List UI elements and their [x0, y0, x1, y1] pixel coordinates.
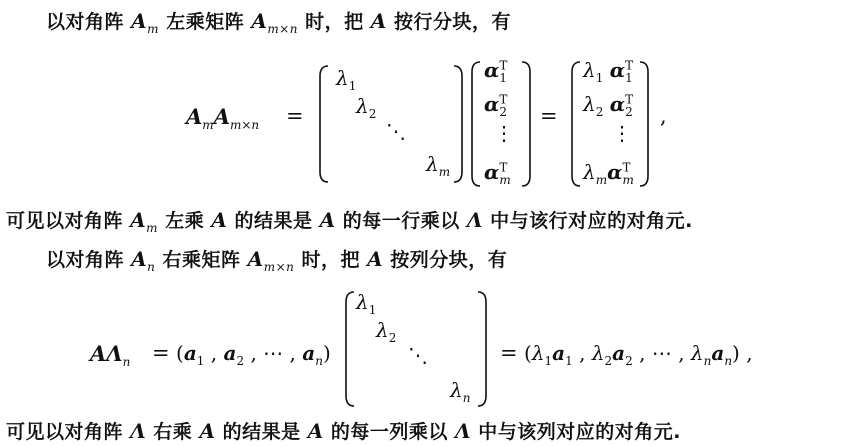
equals-sign: =	[540, 104, 558, 128]
text: 可见以对角阵	[6, 210, 124, 232]
diag-dots: ⋱	[386, 119, 406, 143]
text: 以对角阵	[46, 249, 125, 271]
text: 的结果是	[222, 421, 301, 443]
matrix-symbol: $A_m$	[130, 208, 159, 235]
matrix-symbol: Λ	[455, 419, 472, 443]
matrix-symbol: $A_m$	[131, 9, 160, 36]
text: 左乘矩阵	[166, 11, 245, 33]
matrix-symbol: $A_{m\times n}$	[251, 9, 299, 36]
diag-entry: $\lambda_m$	[426, 152, 451, 179]
result-entry: $\lambda_m\alpha^T_m$	[583, 160, 634, 187]
row-vector: $\alpha^T_1$	[484, 58, 508, 85]
paragraph-1	[46, 7, 511, 36]
diag-dots: ⋱	[408, 343, 428, 367]
equals-sign: =	[286, 104, 304, 128]
text: 右乘	[153, 421, 193, 443]
diag-entry: $\lambda_n$	[450, 378, 471, 405]
matrix-symbol: Λ	[466, 208, 483, 232]
matrix-symbol: A	[307, 419, 324, 443]
result-entry: $\lambda_2$ $\alpha^T_2$	[583, 92, 634, 119]
text: 的每一行乘以	[342, 210, 460, 232]
equals-sign: =	[152, 341, 170, 365]
sentence-2	[6, 417, 681, 444]
text: 时，把	[301, 249, 361, 271]
text: 左乘	[165, 210, 205, 232]
right-paren	[636, 58, 656, 192]
result-vectors: ($\lambda_1a_1$ , $\lambda_2a_2$ , ⋯ , $\lambda_na_n$) ,	[524, 341, 753, 368]
equals-sign: =	[500, 341, 518, 365]
text: 按列分块，有	[390, 249, 508, 271]
diag-entry: $\lambda_2$	[376, 318, 397, 345]
diag-entry: $\lambda_1$	[336, 66, 357, 93]
diag-entry: $\lambda_2$	[356, 94, 377, 121]
vertical-dots: ⋮	[494, 121, 514, 145]
sentence-1	[6, 206, 693, 235]
column-vectors: ($a_1$ , $a_2$ , ⋯ , $a_n$)	[176, 341, 331, 368]
matrix-symbol: $A_{m\times n}$	[247, 247, 295, 274]
equation-2-lhs: $A\Lambda_n$	[90, 341, 131, 370]
text: 以对角阵	[46, 11, 125, 33]
row-vector: $\alpha^T_m$	[484, 160, 511, 187]
matrix-symbol: A	[211, 208, 228, 232]
right-paren	[518, 58, 538, 192]
matrix-symbol: A	[367, 247, 384, 271]
equation-1-lhs: $A_mA_{m\times n}$	[186, 104, 260, 133]
matrix-symbol: Λ	[130, 419, 147, 443]
text: 的每一列乘以	[330, 421, 448, 443]
matrix-symbol: A	[319, 208, 336, 232]
matrix-symbol: $A_n$	[131, 247, 156, 274]
matrix-symbol: A	[370, 9, 387, 33]
paragraph-2	[46, 245, 507, 274]
diag-entry: $\lambda_1$	[356, 290, 377, 317]
right-paren	[450, 62, 470, 190]
text: 可见以对角阵	[6, 421, 124, 443]
text: 时，把	[305, 11, 364, 33]
text: 中与该行对应的对角元.	[490, 210, 693, 232]
result-entry: $\lambda_1$ $\alpha^T_1$	[583, 58, 634, 85]
row-vector: $\alpha^T_2$	[484, 92, 508, 119]
text: 中与该列对应的对角元.	[478, 421, 681, 443]
text: 按行分块，有	[393, 11, 511, 33]
matrix-symbol: A	[199, 419, 216, 443]
right-paren	[474, 288, 494, 416]
vertical-dots: ⋮	[612, 121, 632, 145]
text: 的结果是	[234, 210, 313, 232]
comma: ,	[660, 104, 667, 128]
text: 右乘矩阵	[162, 249, 241, 271]
